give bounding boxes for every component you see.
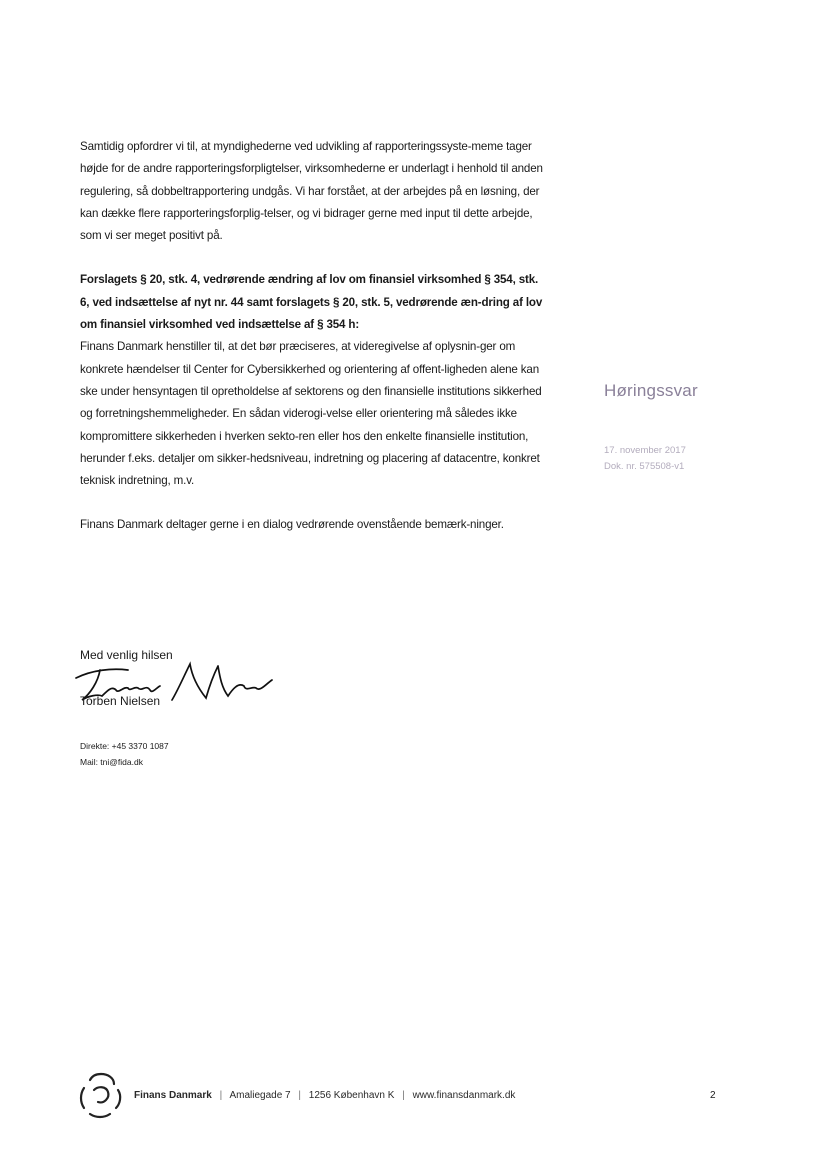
paragraph-proposal bbox=[80, 269, 550, 492]
letter-body bbox=[80, 136, 550, 559]
document-type-label: Høringssvar bbox=[604, 381, 698, 400]
footer-address-line bbox=[134, 1090, 515, 1101]
section-heading: Forslagets § 20, stk. 4, vedrørende ændring af lov om finansiel virksomhed § 354, stk. 6, ved indsættelse af nyt nr. 44 samt forslagets § 20, stk. 5, vedrørende æn-dring af lov om finansiel virksomhed ved indsættelse af § 354 h: bbox=[80, 273, 543, 332]
footer-org-name: Finans Danmark bbox=[134, 1090, 212, 1101]
footer-street: Amaliegade 7 bbox=[229, 1090, 291, 1101]
finans-danmark-logo bbox=[78, 1070, 124, 1120]
signatory-name: Torben Nielsen bbox=[80, 694, 161, 708]
contact-details bbox=[80, 738, 169, 770]
section-text: Finans Danmark henstiller til, at det bør præciseres, at videregivelse af oplysnin-ger om konkrete hændelser til Center for Cybersikkerhed og orientering af offent-ligheden alene kan ske under hensyntagen til opretholdelse af sektorens og den finansielle institutions sikkerhed og forretningshemmeligheder. En sådan viderogi-velse eller orientering må således ikke kompromittere sikkerheden i hverken sekto-ren eller hos den enkelte finansielle institution, herunder f.eks. detaljer om sikker-hedsniveau, indretning og placering af datacentre, konkret teknisk indretning, m.v. bbox=[80, 340, 542, 488]
side-panel bbox=[604, 381, 804, 475]
footer-separator: | bbox=[402, 1090, 405, 1101]
page-number: 2 bbox=[710, 1090, 716, 1101]
closing-greeting: Med venlig hilsen bbox=[80, 648, 173, 662]
paragraph-dialogue: Finans Danmark deltager gerne i en dialog vedrørende ovenstående bemærk-ninger. bbox=[80, 518, 504, 532]
document-number: Dok. nr. 575508-v1 bbox=[604, 461, 685, 472]
footer-separator: | bbox=[298, 1090, 301, 1101]
document-date: 17. november 2017 bbox=[604, 445, 686, 456]
footer-website-link[interactable]: www.finansdanmark.dk bbox=[412, 1090, 516, 1101]
direct-phone: Direkte: +45 3370 1087 bbox=[80, 741, 169, 751]
email-address: Mail: tni@fida.dk bbox=[80, 757, 143, 767]
footer-separator: | bbox=[219, 1090, 223, 1101]
footer-city: 1256 København K bbox=[308, 1090, 395, 1101]
paragraph-reporting: Samtidig opfordrer vi til, at myndighederne ved udvikling af rapporteringssyste-meme tager højde for de andre rapporteringsforpligtelser, virksomhederne er underlagt i henhold til anden regulering, så dobbeltrapportering undgås. Vi har forstået, at der arbejdes på en løsning, der kan dække flere rapporteringsforplig-telser, og vi bidrager gerne med input til dette arbejde, som vi ser meget positivt på. bbox=[80, 140, 543, 243]
page-footer bbox=[78, 1070, 728, 1130]
